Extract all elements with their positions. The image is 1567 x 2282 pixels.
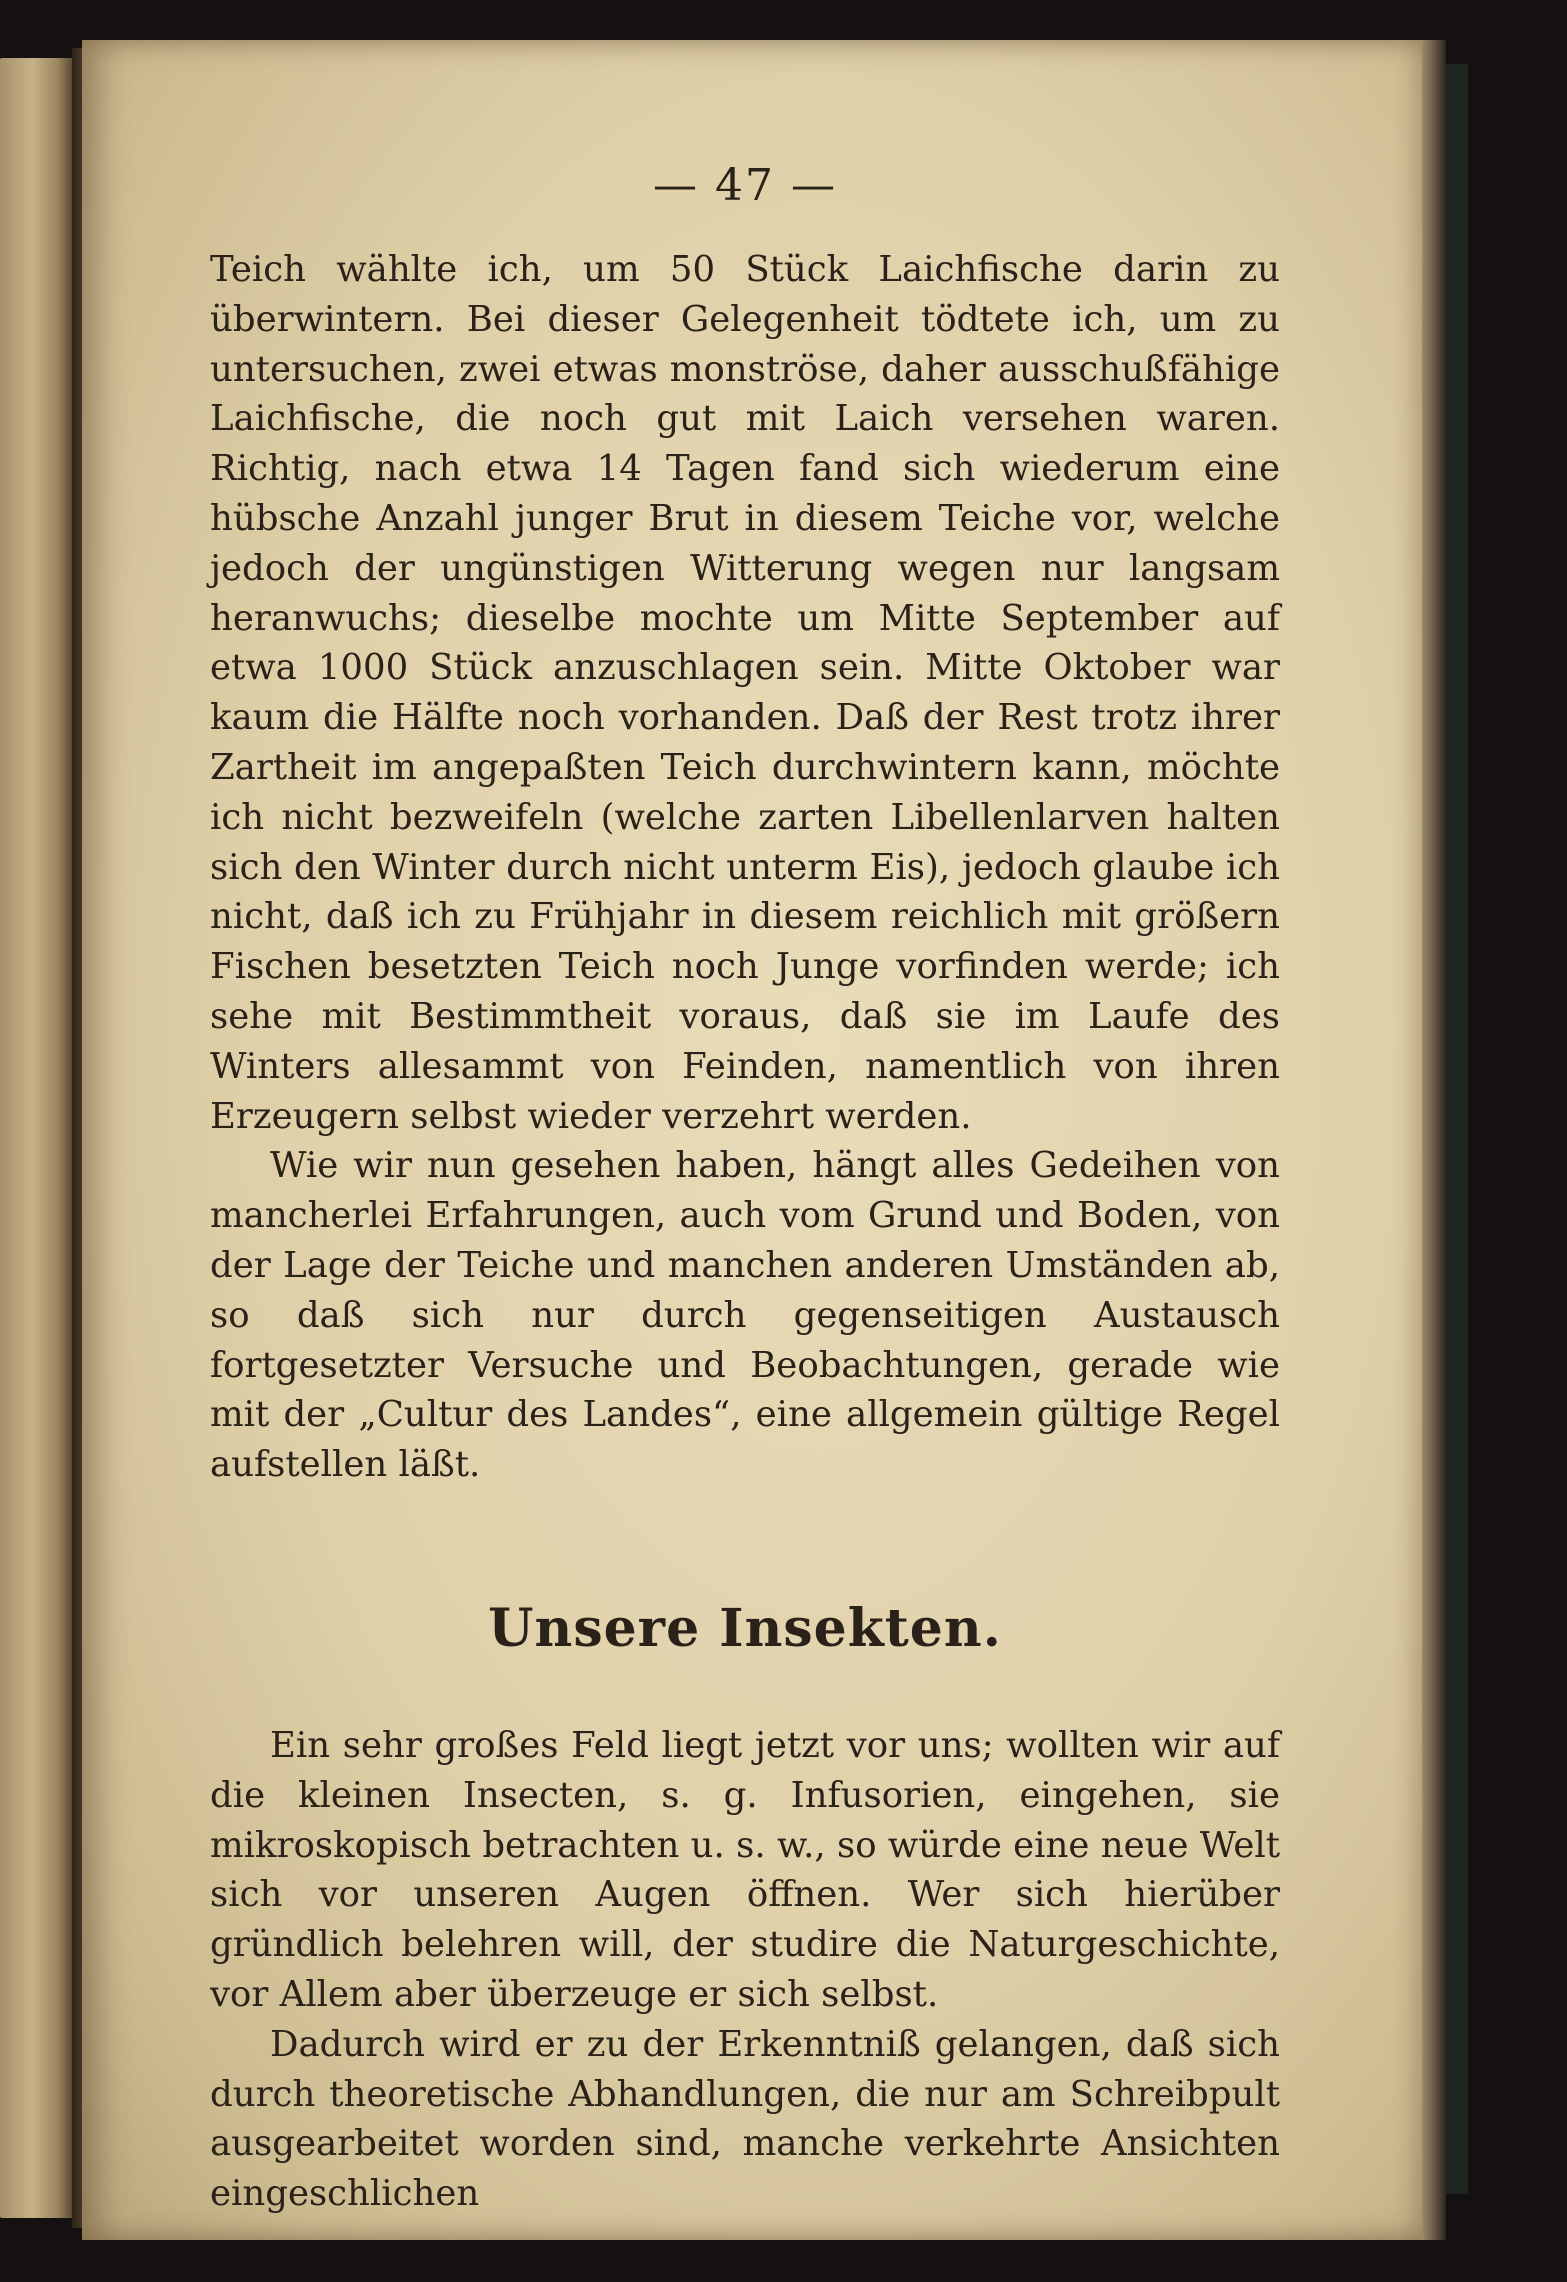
paragraph-ein-sehr: Ein sehr großes Feld liegt jetzt vor uns; wollten wir auf die kleinen Insecten, s. g. Infusorien, eingehen, sie mikroskopisch betrachten u. s. w., so würde eine neue Welt sich vor unseren Augen öffnen. Wer sich hierüber gründlich belehren will, der studire die Naturgeschichte, vor Allem aber überzeuge er sich selbst. bbox=[210, 1724, 1280, 2015]
book-cover-edge bbox=[1446, 64, 1468, 2194]
paragraph-dadurch: Dadurch wird er zu der Erkenntniß gelangen, daß sich durch theoretische Abhandlungen, die nur am Schreibpult ausgearbeitet worden sind, manche verkehrte Ansichten eingeschlichen bbox=[210, 2023, 1280, 2215]
paragraph-wie-wir: Wie wir nun gesehen haben, hängt alles Gedeihen von mancherlei Erfahrungen, auch vom Grund und Boden, von der Lage der Teiche und manchen anderen Umständen ab, so daß sich nur durch gegenseitigen Austausch fortgesetzter Versuche und Beobachtungen, gerade wie mit der „Cultur des Landes“, eine allgemein gültige Regel aufstellen läßt. bbox=[210, 1145, 1280, 1486]
section-heading: Unsere Insekten. bbox=[488, 1597, 1002, 1659]
paragraph-teich: Teich wählte ich, um 50 Stück Laichfische darin zu überwintern. Bei dieser Gelegenheit tödtete ich, um zu untersuchen, zwei etwas monströse, daher ausschußfähige Laichfische, die noch gut mit Laich versehen waren. Richtig, nach etwa 14 Tagen fand sich wiederum eine hübsche Anzahl junger Brut in diesem Teiche vor, welche jedoch der ungünstigen Witterung wegen nur langsam heranwuchs; dieselbe mochte um Mitte September auf etwa 1000 Stück anzuschlagen sein. Mitte Oktober war kaum die Hälfte noch vorhanden. Daß der Rest trotz ihrer Zartheit im angepaßten Teich durchwintern kann, möchte ich nicht bezweifeln (welche zarten Libellenlarven halten sich den Winter durch nicht unterm Eis), jedoch glaube ich nicht, daß ich zu Frühjahr in diesem reichlich mit größern Fischen besetzten Teich noch Junge vorfinden werde; ich sehe mit Bestimmtheit voraus, daß sie im Laufe des Winters allesammt von Feinden, namentlich von ihren Erzeugern selbst wieder verzehrt werden. bbox=[210, 249, 1280, 1137]
page-stack-edge bbox=[1422, 40, 1446, 2240]
previous-page-edge bbox=[0, 58, 72, 2218]
page-number: — 47 — bbox=[653, 160, 837, 211]
page-text-block bbox=[210, 160, 1280, 2219]
